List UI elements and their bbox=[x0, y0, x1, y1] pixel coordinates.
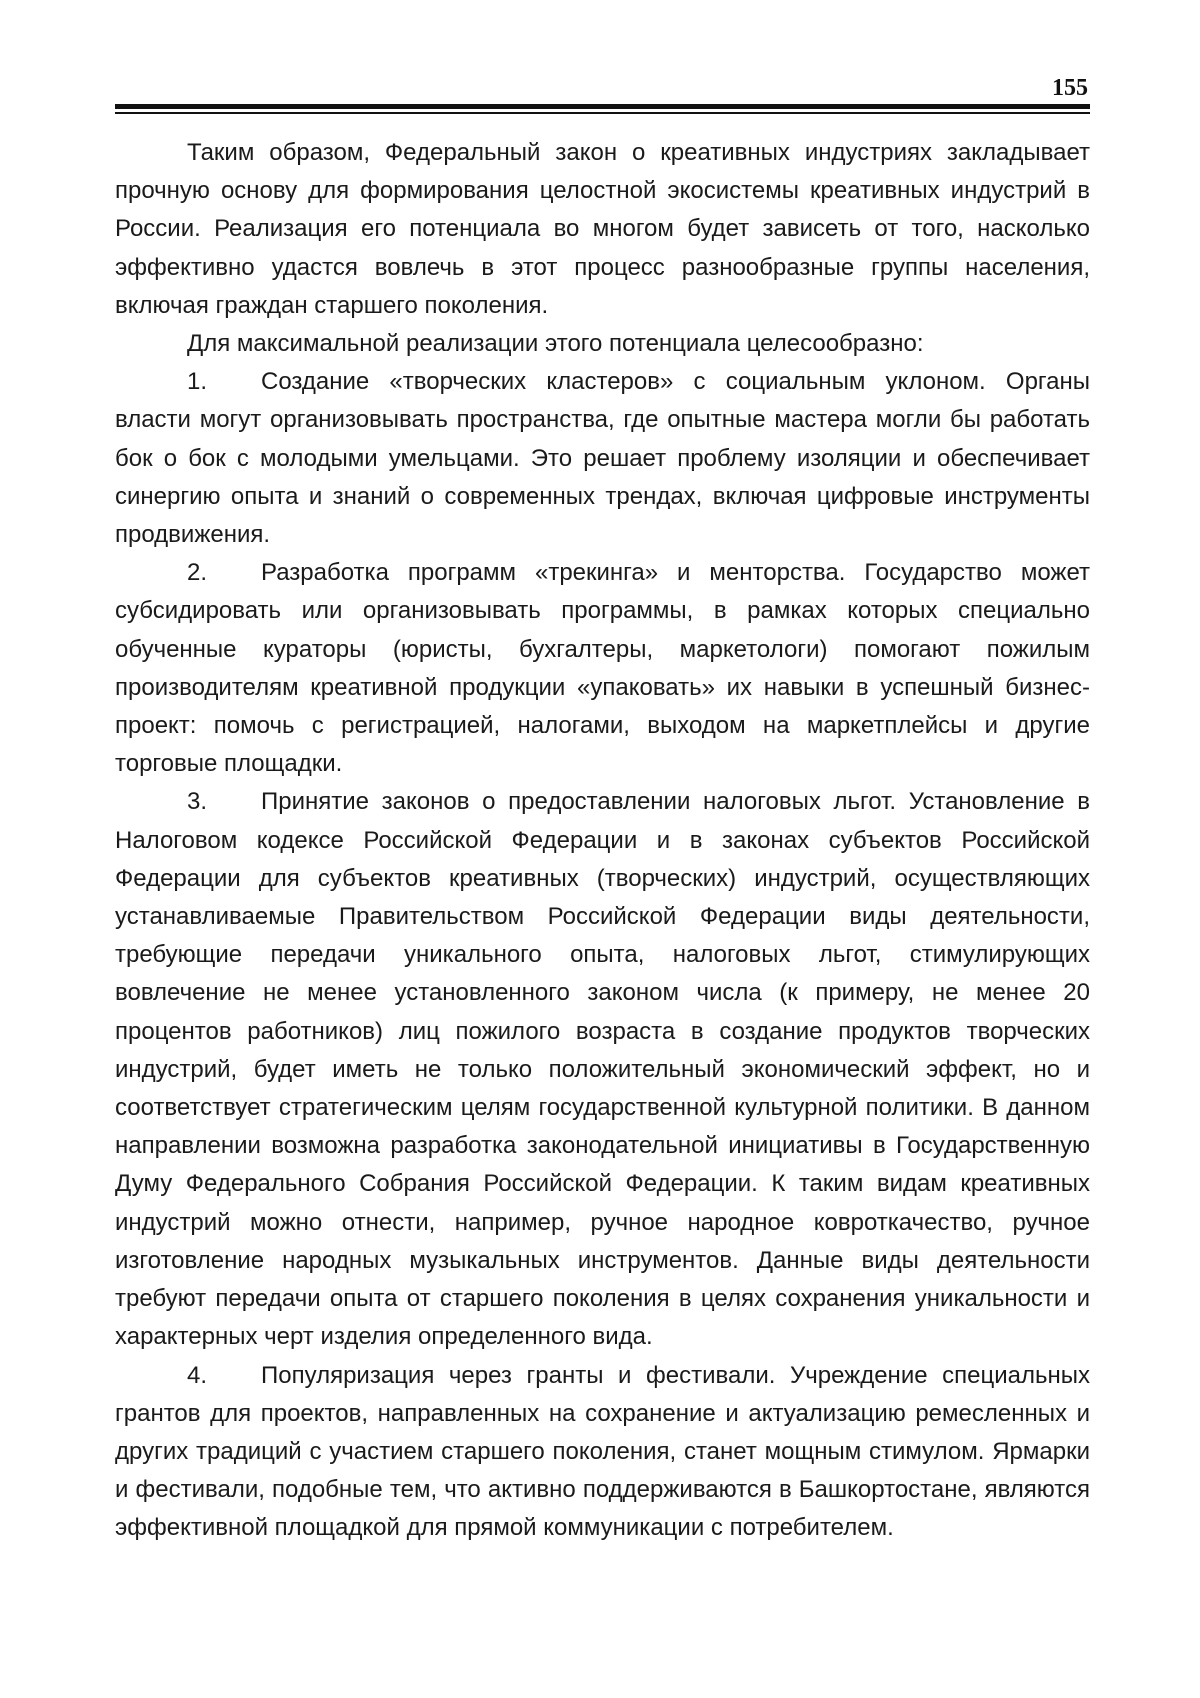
paragraph-conclusion: Таким образом, Федеральный закон о креативных индустриях закладывает прочную основу для формирования целостной экосистемы креативных индустрий в России. Реализация его потенциала во многом будет зависеть от того, насколько эффективно удастся вовлечь в этот процесс разнообразные группы населения, включая граждан старшего поколения. bbox=[115, 139, 1090, 319]
list-item-marker: 1. bbox=[187, 368, 208, 396]
page-number: 155 bbox=[1052, 75, 1088, 101]
list-item bbox=[115, 1357, 1090, 1548]
body-text bbox=[115, 134, 1090, 1548]
paragraph-intro-list: Для максимальной реализации этого потенциала целесообразно: bbox=[187, 330, 924, 358]
list-item-text: Создание «творческих кластеров» с социальным уклоном. Органы власти могут организовывать пространства, где опытные мастера могли бы работать бок о бок с молодыми умельцами. Это решает проблему изоляции и обеспечивает синергию опыта и знаний о современных трендах, включая цифровые инструменты продвижения. bbox=[115, 368, 1090, 549]
list-item-marker: 3. bbox=[187, 788, 208, 816]
list-item-text: Принятие законов о предоставлении налоговых льгот. Установление в Налоговом кодексе Российской Федерации и в законах субъектов Российской Федерации для субъектов креативных (творческих) индустрий, осуществляющих устанавливаемые Правительством Российской Федерации виды деятельности, требующие передачи уникального опыта, налоговых льгот, стимулирующих вовлечение не менее установленного законом числа (к примеру, не менее 20 процентов работников) лиц пожилого возраста в создание продуктов творческих индустрий, будет иметь не только положительный экономический эффект, но и соответствует стратегическим целям государственной культурной политики. В данном направлении возможна разработка законодательной инициативы в Государственную Думу Федерального Собрания Российской Федерации. К таким видам креативных индустрий можно отнести, например, ручное народное ковроткачество, ручное изготовление народных музыкальных инструментов. Данные виды деятельности требуют передачи опыта от старшего поколения в целях сохранения уникальности и характерных черт изделия определенного вида. bbox=[115, 788, 1090, 1351]
list-item-text: Популяризация через гранты и фестивали. Учреждение специальных грантов для проектов, направленных на сохранение и актуализацию ремесленных и других традиций с участием старшего поколения, станет мощным стимулом. Ярмарки и фестивали, подобные тем, что активно поддерживаются в Башкортостане, являются эффективной площадкой для прямой коммуникации с потребителем. bbox=[115, 1361, 1090, 1542]
header-rule-thin bbox=[115, 112, 1090, 114]
list-item-marker: 4. bbox=[187, 1361, 208, 1389]
list-item bbox=[115, 363, 1090, 554]
header-rule-thick bbox=[115, 104, 1090, 109]
list-item bbox=[115, 783, 1090, 1356]
list-item bbox=[115, 554, 1090, 783]
list-item-text: Разработка программ «трекинга» и менторства. Государство может субсидировать или организовывать программы, в рамках которых специально обученные кураторы (юристы, бухгалтеры, маркетологи) помогают пожилым производителям креативной продукции «упаковать» их навыки в успешный бизнес-проект: помочь с регистрацией, налогами, выходом на маркетплейсы и другие торговые площадки. bbox=[115, 559, 1090, 778]
list-item-marker: 2. bbox=[187, 559, 208, 587]
